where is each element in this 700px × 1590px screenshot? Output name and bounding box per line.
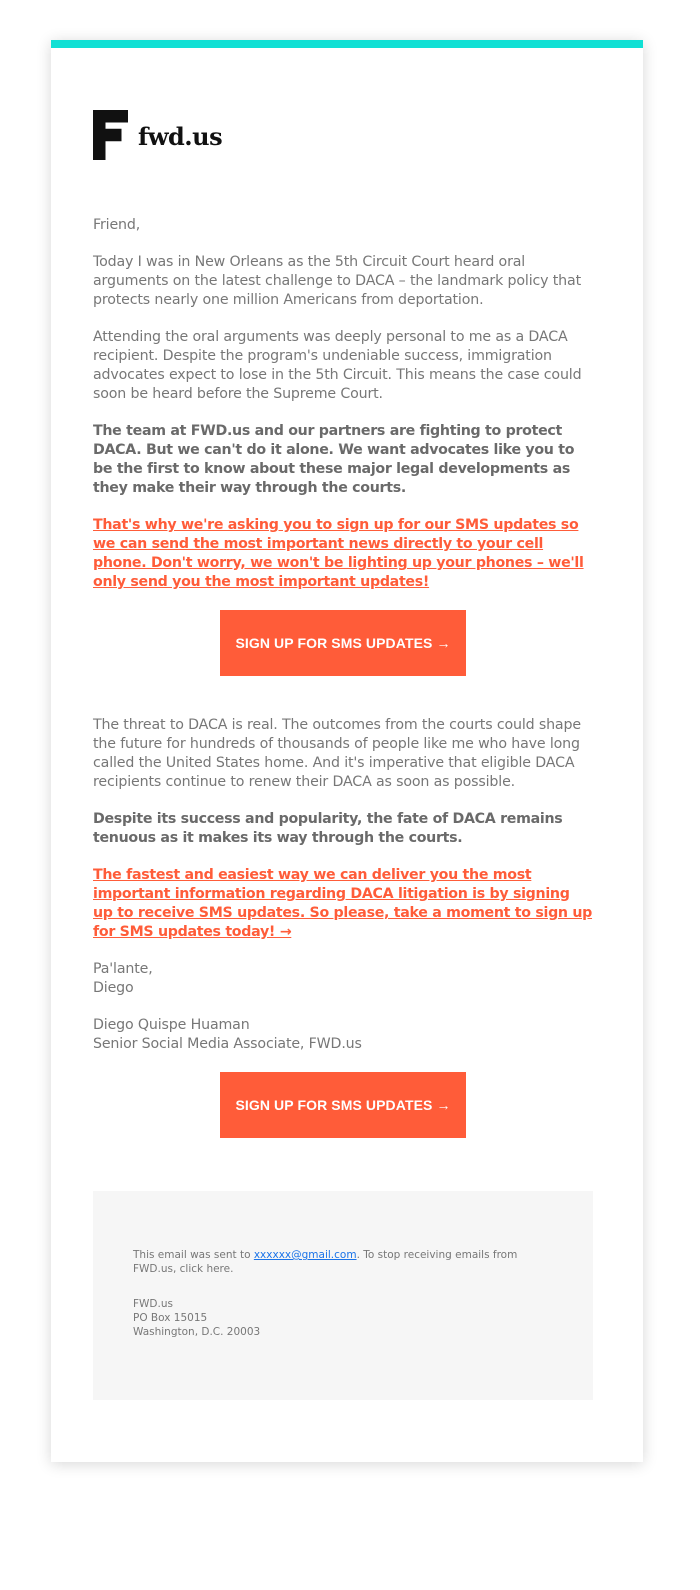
- paragraph-1: Today I was in New Orleans as the 5th Circuit Court heard oral arguments on the latest challenge to DACA – the landmark policy that protects nearly one million Americans from deportation.: [93, 254, 581, 308]
- email-footer: [93, 1191, 593, 1400]
- paragraph-4: The threat to DACA is real. The outcomes from the courts could shape the future for hundreds of thousands of people like me who have long called the United States home. And it's imperative that eligible DACA recipients continue to renew their DACA as soon as possible.: [93, 717, 581, 790]
- sms-signup-link-1[interactable]: That's why we're asking you to sign up for our SMS updates so we can send the most important news directly to your cell phone. Don't worry, we won't be lighting up your phones – we'll only send you the most important updates!: [93, 517, 584, 590]
- accent-top-bar: [51, 40, 643, 48]
- sms-signup-button-1[interactable]: SIGN UP FOR SMS UPDATES →: [220, 610, 466, 676]
- footer-email-link[interactable]: xxxxxx@gmail.com: [253, 1249, 357, 1261]
- greeting: Friend,: [93, 217, 141, 233]
- paragraph-3-bold: The team at FWD.us and our partners are fighting to protect DACA. But we can't do it alone. We want advocates like you to be the first to know about these major legal developments as they make their way through the courts.: [93, 423, 575, 496]
- footer-org-name: FWD.us: [133, 1298, 173, 1310]
- signoff-line-2: Diego: [93, 980, 134, 996]
- footer-text: [133, 1248, 533, 1360]
- footer-po-box: PO Box 15015: [133, 1312, 208, 1324]
- signoff-line-1: Pa'lante,: [93, 961, 153, 977]
- paragraph-5-bold: Despite its success and popularity, the fate of DACA remains tenuous as it makes its way through the courts.: [93, 811, 563, 846]
- email-body: [93, 216, 593, 1138]
- email-card: [51, 40, 643, 1462]
- sender-name: Diego Quispe Huaman: [93, 1017, 250, 1033]
- sms-signup-button-2[interactable]: SIGN UP FOR SMS UPDATES →: [220, 1072, 466, 1138]
- footer-sent-prefix: This email was sent to: [133, 1249, 254, 1261]
- footer-sent-suffix: . To stop receiving emails from FWD.us, click here.: [133, 1249, 518, 1275]
- sender-block: [93, 1016, 593, 1054]
- button-row-2: [93, 1072, 593, 1138]
- signoff: [93, 960, 593, 998]
- fwd-f-logo-icon: [93, 110, 128, 160]
- brand-logo[interactable]: [93, 110, 222, 160]
- brand-name: fwd.us: [138, 121, 223, 151]
- footer-sent-notice: [133, 1248, 533, 1276]
- sender-title: Senior Social Media Associate, FWD.us: [93, 1036, 362, 1052]
- sms-signup-link-2[interactable]: The fastest and easiest way we can deliver you the most important information regarding DACA litigation is by signing up to receive SMS updates. So please, take a moment to sign up for SMS updates today! →: [93, 867, 593, 940]
- footer-city: Washington, D.C. 20003: [133, 1326, 261, 1338]
- footer-address: [133, 1297, 533, 1339]
- paragraph-2: Attending the oral arguments was deeply personal to me as a DACA recipient. Despite the program's undeniable success, immigration advocates expect to lose in the 5th Circuit. This means the case could soon be heard before the Supreme Court.: [93, 329, 582, 402]
- button-row-1: [93, 610, 593, 676]
